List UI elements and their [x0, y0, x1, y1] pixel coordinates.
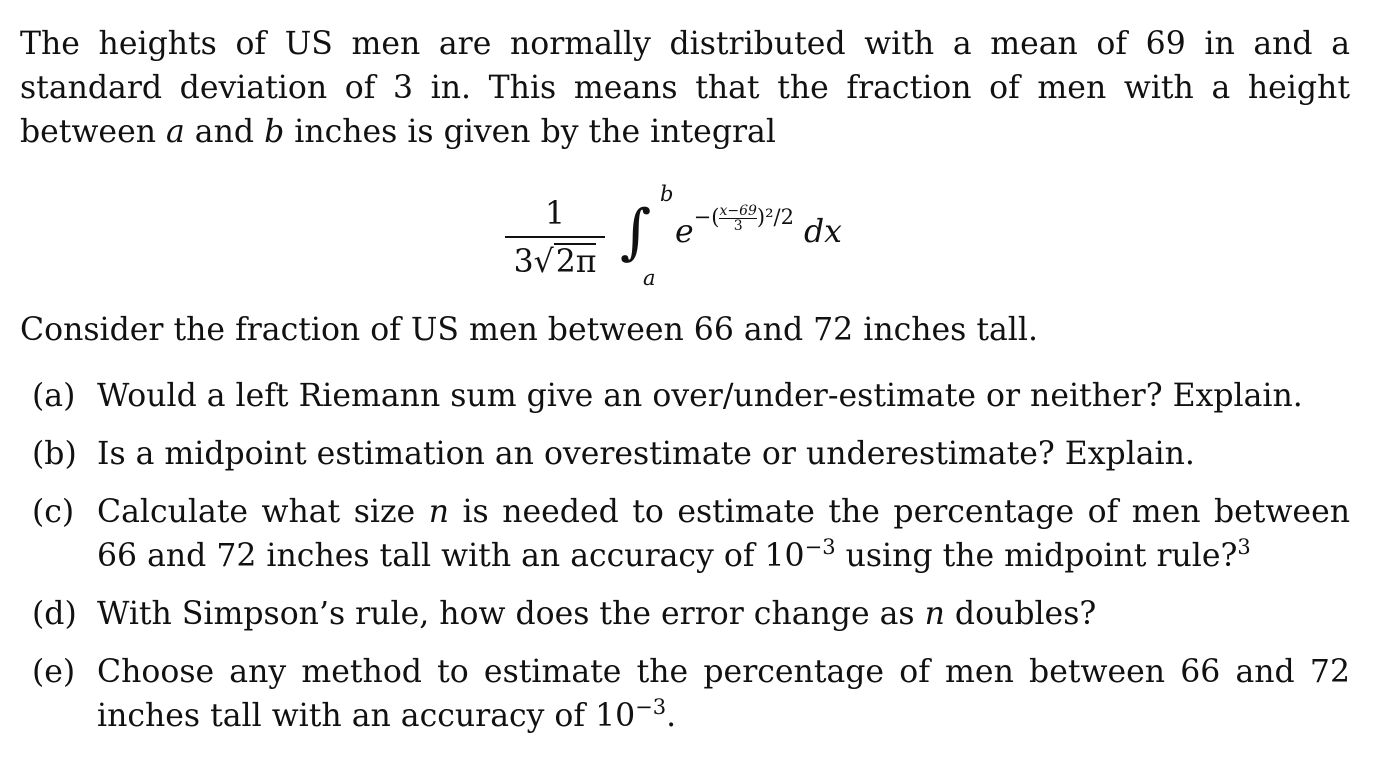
- problem-document: [20, 22, 1350, 752]
- question-label: (e): [32, 654, 76, 690]
- question-a: [20, 374, 1350, 418]
- integral-sign: ∫: [620, 197, 652, 267]
- intro-paragraph: [20, 22, 1350, 154]
- fraction-denominator: [505, 242, 605, 282]
- question-text-start: Calculate what size: [97, 494, 429, 530]
- question-label: (c): [32, 494, 75, 530]
- exponent-suffix: )²/2: [756, 205, 794, 229]
- variable-a: a: [166, 114, 185, 150]
- question-label: (a): [32, 378, 76, 414]
- question-text-end: using the midpoint rule?: [835, 538, 1238, 574]
- question-c: [20, 490, 1350, 578]
- integral-lower-limit: a: [643, 266, 656, 290]
- normalizing-fraction: [505, 194, 605, 282]
- variable-b: b: [264, 114, 285, 150]
- question-text-start: With Simpson’s rule, how does the error change as: [97, 596, 925, 632]
- intro-text-1: The heights of US men are normally distributed with a mean of 69 in and a standard deviation of 3 in. This means that the fraction of men with a height between: [20, 26, 1350, 150]
- question-text-middle: is needed to estimate the percentage of men between 66 and 72 inches tall with an accuracy of 10: [97, 494, 1350, 574]
- accuracy-exponent: −3: [635, 695, 667, 719]
- exponent-fraction: [719, 204, 756, 233]
- question-d: [20, 592, 1350, 636]
- fraction-numerator: 1: [544, 196, 566, 232]
- sqrt-radicand: 2π: [555, 244, 597, 280]
- question-label: (d): [32, 596, 77, 632]
- intro-text-3: inches is given by the integral: [284, 114, 776, 150]
- footnote-marker: 3: [1237, 535, 1251, 559]
- differential: dx: [803, 214, 842, 250]
- integral-upper-limit: b: [660, 182, 674, 206]
- exponent-prefix: −(: [693, 205, 720, 229]
- variable-n: n: [924, 596, 945, 632]
- denominator-coefficient: 3: [513, 244, 534, 280]
- question-list: [20, 374, 1350, 738]
- question-label: (b): [32, 436, 77, 472]
- exponent-fraction-numerator: x−69: [719, 203, 757, 219]
- question-b: [20, 432, 1350, 476]
- accuracy-exponent: −3: [804, 535, 836, 559]
- variable-n: n: [428, 494, 449, 530]
- question-text: Is a midpoint estimation an overestimate or underestimate? Explain.: [97, 436, 1195, 472]
- integral-formula: [20, 154, 1350, 304]
- sqrt-radical-icon: √: [533, 244, 554, 280]
- question-text: Would a left Riemann sum give an over/under-estimate or neither? Explain.: [97, 378, 1303, 414]
- exponent: [693, 203, 794, 234]
- question-text-end: .: [666, 698, 677, 734]
- consider-statement: Consider the fraction of US men between 66 and 72 inches tall.: [20, 312, 1038, 348]
- exponential-base: e: [675, 214, 694, 250]
- question-text-start: Choose any method to estimate the percentage of men between 66 and 72 inches tall with an accuracy of 10: [97, 654, 1350, 734]
- intro-text-2: and: [184, 114, 265, 150]
- question-text-end: doubles?: [944, 596, 1097, 632]
- integrand: [675, 203, 842, 251]
- exponent-fraction-denominator: 3: [733, 218, 743, 234]
- question-e: [20, 650, 1350, 738]
- fraction-bar: [505, 236, 605, 238]
